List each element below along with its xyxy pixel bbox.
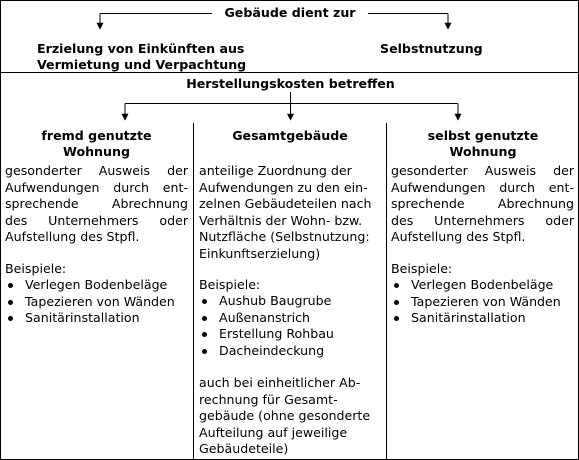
col2-examples-list [199, 293, 334, 359]
col1-text-line: Aufwendungen durch ent- [5, 179, 188, 195]
col1-text-line: Aufstellung des Stpfl. [5, 229, 140, 244]
top-title: Gebäude dient zur [224, 5, 356, 20]
col3-heading-line-1: selbst genutzte [427, 128, 539, 143]
list-item: Außenanstrich [199, 310, 334, 327]
list-item: Tapezieren von Wänden [391, 294, 561, 311]
col2-text-line: Verhältnis der Wohn- bzw. [199, 212, 363, 228]
col2-text [199, 163, 382, 262]
list-item: Sanitärinstallation [5, 310, 175, 327]
col2-heading: Gesamtgebäude [232, 128, 348, 143]
col3-heading-line-2: Wohnung [449, 144, 517, 159]
list-item: Dacheindeckung [199, 343, 334, 360]
col1-examples-list [5, 277, 175, 327]
col1-text-line: sprechende Abrechnung [5, 196, 188, 211]
col2-examples-label: Beispiele: [199, 277, 261, 292]
col3-text [391, 163, 574, 246]
left-heading-line-2: Vermietung und Verpachtung [37, 57, 247, 72]
col2-note-line: rechnung für Gesamt- [199, 391, 338, 407]
list-item: Tapezieren von Wänden [5, 294, 175, 311]
middle-title: Herstellungskosten betreffen [186, 76, 395, 91]
col2-text-line: Aufwendungen zu den ein- [199, 179, 368, 195]
left-heading-line-1: Erzielung von Einkünften aus [37, 41, 245, 56]
col2-note-line: auch bei einheitlicher Ab- [199, 375, 361, 390]
col1-heading-line-2: Wohnung [63, 144, 130, 159]
list-item: Erstellung Rohbau [199, 326, 334, 343]
col3-text-line: Aufwendungen durch ent- [391, 179, 574, 195]
col1-text-line: gesonderter Ausweis der [5, 163, 188, 178]
right-heading: Selbstnutzung [380, 41, 483, 56]
col1-heading-line-1: fremd genutzte [41, 128, 152, 143]
col1-text-line: des Unternehmers oder [5, 212, 188, 228]
list-item: Verlegen Bodenbeläge [391, 277, 561, 294]
col2-note-line: Aufteilung auf jeweilige [199, 424, 348, 440]
col2-text-line: zelnen Gebäudeteilen nach [199, 196, 372, 211]
col3-text-line: Aufstellung des Stpfl. [391, 229, 526, 244]
col3-text-line: des Unternehmers oder [391, 212, 574, 228]
col3-examples-list [391, 277, 561, 327]
col1-text [5, 163, 188, 246]
list-item: Aushub Baugrube [199, 293, 334, 310]
col2-text-line: anteilige Zuordnung der [199, 163, 352, 178]
list-item: Verlegen Bodenbeläge [5, 277, 175, 294]
col2-text-line: Nutzfläche (Selbstnutzung: [199, 229, 370, 244]
list-item: Sanitärinstallation [391, 310, 561, 327]
col3-text-line: gesonderter Ausweis der [391, 163, 574, 178]
col2-note [199, 375, 382, 458]
col3-examples-label: Beispiele: [391, 261, 453, 276]
col2-note-line: Gebäudeteile) [199, 441, 289, 456]
col2-note-line: gebäude (ohne gesonderte [199, 408, 371, 423]
col2-text-line: Einkunftserzielung) [199, 245, 321, 261]
col3-text-line: sprechende Abrechnung [391, 196, 574, 211]
col1-examples-label: Beispiele: [5, 261, 67, 276]
